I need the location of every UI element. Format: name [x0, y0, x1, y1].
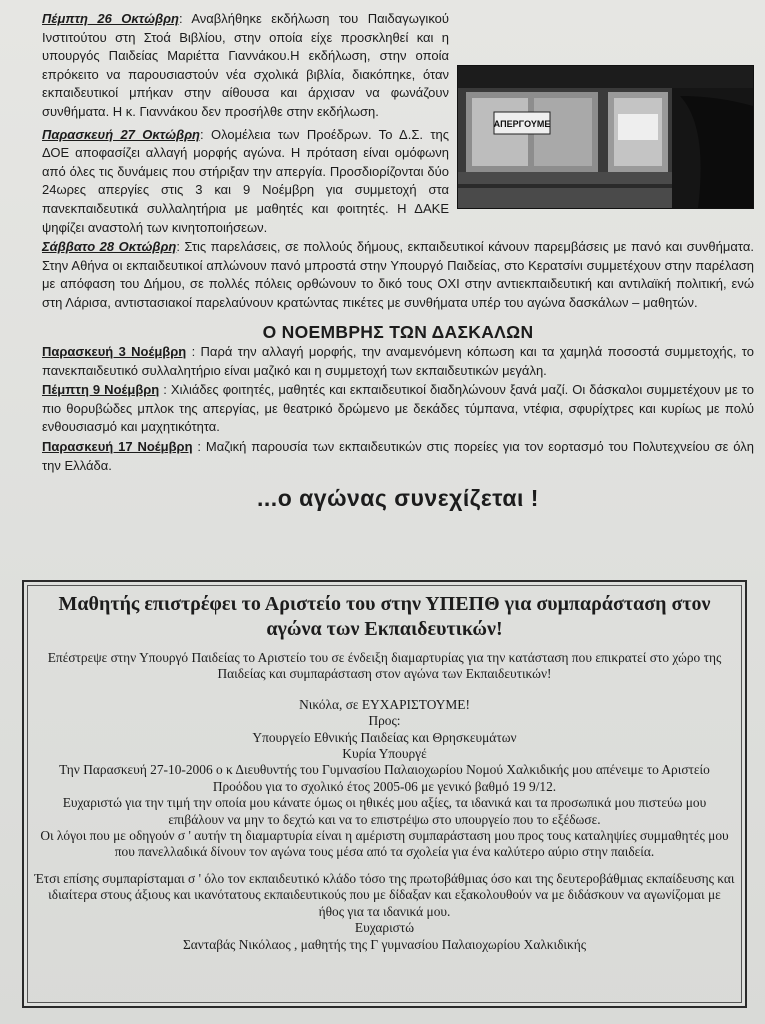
letter-paragraph-1: Την Παρασκευή 27-10-2006 ο κ Διευθυντής του Γυμνασίου Παλαιοχωρίου Νομού Χαλκιδικής μου απένειμε το Αριστείο Προόδου για το σχολικό έτος 2005-06 με γενικό βαθμό 19 9/12.: [59, 762, 710, 794]
letter-signature: Σανταβάς Νικόλαος , μαθητής της Γ γυμνασίου Παλαιοχωρίου Χαλκιδικής: [182, 936, 587, 952]
letter-title: Μαθητής επιστρέφει το Αριστείο του στην ΥΠΕΠΘ για συμπαράσταση στον αγώνα των Εκπαιδευτικών!: [58, 593, 711, 640]
entry-text: : Μαζική παρουσία των εκπαιδευτικών στις πορείες για τον εορτασμό του Πολυτεχνείου σε όλη την Ελλάδα.: [42, 439, 755, 473]
entry-nov-9: [42, 381, 754, 437]
student-letter-box: [22, 580, 747, 1008]
entry-oct-28: [42, 238, 754, 312]
entry-text: : Στις παρελάσεις, σε πολλούς δήμους, εκπαιδευτικοί κάνουν παρεμβάσεις με πανό και συνθήματα. Στην Αθήνα οι εκπαιδευτικοί απλώνουν πανό μπροστά στην Υπουργό Παιδείας, στο Κερατσίνι συμμετέχουν στην παρέλαση με απόφαση του Δήμου, σε πολλές πόλεις ορθώνουν το δικό τους ΟΧΙ στην αντιεκπαιδευτική και αντιλαϊκή πολιτική, ενώ στη Λάρισα, αντιστασιακοί παρελαύνουν κρατώντας πικέτες με συνθήματα υπέρ του αγώνα δασκάλων – μαθητών.: [42, 239, 754, 310]
entry-date: Παρασκευή 3 Νοέμβρη: [42, 344, 187, 360]
entry-date: Παρασκευή 17 Νοέμβρη: [42, 439, 193, 455]
entry-text: : Χιλιάδες φοιτητές, μαθητές και εκπαιδευτικοί διαδηλώνουν ξανά μαζί. Οι δάσκαλοι συμμετέχουν με το πιο θορυβώδες μπλοκ της απεργίας, με θεατρικό δρώμενο με δεκάδες τύμπανα, ντέφια, σφυρίχτρες και κυρίως με πολύ ενθουσιασμό και μαχητικότητα.: [42, 382, 754, 435]
letter-paragraph-4: Έτσι επίσης συμπαρίσταμαι σ ' όλο τον εκπαιδευτικό κλάδο τόσο της πρωτοβάθμιας όσο και της δευτεροβάθμιας εκπαίδευσης και ιδιαίτερα στους άξιους και ικανότατους εκπαιδευτικούς που με δίδαξαν και εξακολουθούν να με διδάσκουν να αγωνίζομαι με ήθος για τα ιδανικά μου.: [34, 870, 735, 919]
entry-nov-17: [42, 438, 754, 475]
letter-intro: Επέστρεψε στην Υπουργό Παιδείας το Αριστείο του σε ένδειξη διαμαρτυρίας για την κατάσταση που επικρατεί στο χώρο της Παιδείας και συμπαράσταση στον αγώνα των Εκπαιδευτικών!: [47, 650, 722, 682]
strike-photo: [457, 65, 754, 209]
november-heading: Ο ΝΟΕΜΒΡΗΣ ΤΩΝ ΔΑΣΚΑΛΩΝ: [262, 321, 534, 342]
letter-paragraph-2: Ευχαριστώ για την τιμή την οποία μου κάνατε όμως οι ηθικές μου αξίες, τα ιδανικά και τα προσωπικά μου πιστεύω μου επιβάλουν να μην το δεχτώ και να το επιστρέψω στο υπουργείο που το εξέδωσε.: [62, 795, 707, 827]
entry-date: Παρασκευή 27 Οκτώβρη: [42, 126, 200, 142]
strike-photo-image: [458, 66, 753, 208]
entry-date: Πέμπτη 26 Οκτώβρη: [42, 11, 179, 26]
entry-text: : Ολομέλεια των Προέδρων. Το Δ.Σ. της ΔΟΕ αποφασίζει αλλαγή μορφής αγώνα. Η πρόταση είναι ομόφωνη από όλες τις δυνάμεις που στήριξαν την απεργία. Προσδιορίζονται δύο 24ωρες απεργίες στις 3 και 9 Νοέμβρη για συμμετοχή στα πανεκπαιδευτικά συλλαλητήρια με μαθητές και φοιτητές. Η ΔΑΚΕ ψηφίζει αναστολή των κινητοποιήσεων.: [42, 126, 449, 235]
strike-sign-text: ΑΠΕΡΓΟΥΜΕ: [493, 119, 551, 129]
entry-text: : Παρά την αλλαγή μορφής, την αναμενόμενη κόπωση και τα χαμηλά ποσοστά συμμετοχής, το πανεκπαιδευτικό συλλαλητήριο είναι μαζικό και η συμμετοχή των εκπαιδευτικών μεγάλη.: [42, 344, 754, 378]
letter-thanks: Νικόλα, σε ΕΥΧΑΡΙΣΤΟΥΜΕ!: [299, 696, 470, 712]
continues-slogan: ...ο αγώνας συνεχίζεται !: [257, 485, 539, 512]
letter-salutation: Κυρία Υπουργέ: [342, 746, 427, 762]
chronicle-section: [42, 10, 755, 512]
entry-text: : Αναβλήθηκε εκδήλωση του Παιδαγωγικού Ινστιτούτου στη Στοά Βιβλίου, στην οποία είχε προσκληθεί και η υπουργός Παιδείας Μαριέττα Γιαννάκου.Η εκδήλωση, στην οποία επρόκειτο να παρουσιαστούν νέα σχολικά βιβλία, διακόπηκε, όταν εκπαιδευτικοί μπήκαν στην αίθουσα και άρχισαν να φωνάζουν συνθήματα. Η κ. Γιαννάκου δεν προσήλθε στην εκδήλωση.: [42, 11, 449, 119]
letter-paragraph-3: Οι λόγοι που με οδηγούν σ ' αυτήν τη διαμαρτυρία είναι η αμέριστη συμπαράσταση μου προς τους καταληψίες συμμαθητές μου που πανελλαδικά δίνουν τον αγώνα τους μέσα από τα σχολεία για ένα καλύτερο αύριο στην παιδεία.: [40, 828, 729, 860]
entry-date: Πέμπτη 9 Νοέμβρη: [42, 382, 160, 398]
letter-ministry: Υπουργείο Εθνικής Παιδείας και Θρησκευμάτων: [252, 729, 517, 745]
letter-closing: Ευχαριστώ: [354, 920, 415, 936]
entry-nov-3: [42, 343, 754, 380]
letter-to: Προς:: [368, 713, 401, 729]
entry-date: Σάββατο 28 Οκτώβρη: [42, 239, 177, 255]
